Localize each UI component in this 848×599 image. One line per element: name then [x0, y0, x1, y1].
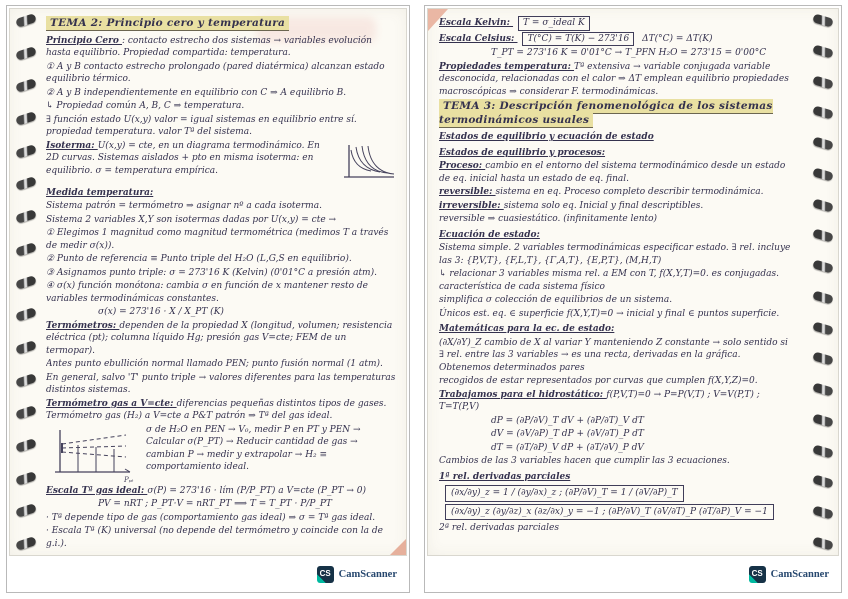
isotherms-curves-sketch [340, 142, 398, 184]
spiral-ring-icon [812, 352, 834, 366]
note-text: diferencias pequeñas distintos tipos de gases. Termómetro gas (H₂) a V=cte a P&T patrón ⇒ Tª del gas ideal. [46, 398, 387, 421]
note-line [439, 415, 794, 428]
note-text: ∃ función estado U(x,y) valor = igual sistemas en equilibrio entre sí. propiedad temperatura. valor Tª del sistema. [46, 114, 357, 137]
note-text: 2ª rel. derivadas parciales [439, 523, 559, 533]
spiral-ring-icon [15, 13, 37, 28]
heading-label: Medida temperatura: [46, 187, 154, 198]
note-text: Sistema 2 variables X,Y son isotermas dadas por U(x,y) = cte → [46, 214, 337, 225]
note-text: dT = (∂T/∂P)_V dP + (∂T/∂V)_P dV [491, 442, 644, 453]
note-line [439, 294, 794, 307]
page-left-sheet [9, 8, 407, 556]
note-text: Sistema patrón = termómetro ⇒ asignar nº a cada isoterma. [46, 201, 322, 211]
heading-label: Termómetro gas a V=cte: [46, 398, 177, 409]
note-line [439, 186, 794, 199]
note-text: Tª extensiva → variable conjugada variable desconocida, relacionadas con el calor ⇒ ΔT emplean equilibrio propiedades macroscópicas ⇒ considerar F. termodinámicas. [439, 61, 789, 97]
note-text: Cambios de las 3 variables hacen que cumplir las 3 ecuaciones. [439, 456, 730, 466]
heading-label: Estados de equilibrio y procesos: [439, 147, 606, 158]
note-text: ① Elegimos 1 magnitud como magnitud termométrica (medimos T a través de medir σ(x)). [46, 228, 389, 251]
note-line [439, 522, 794, 535]
spiral-ring-icon [15, 111, 37, 126]
note-text: σ(x) = 273'16 · X / X_PT (K) [98, 307, 224, 317]
note-line [439, 47, 794, 60]
boxed-formula: T = σ_ideal K [518, 16, 590, 31]
scanned-page-left [6, 5, 410, 593]
spiral-ring-icon [15, 503, 37, 518]
camscanner-footer-right [425, 561, 829, 587]
spiral-ring-icon [15, 144, 37, 159]
spiral-ring-icon [15, 46, 37, 61]
note-text: TEMA 2: Principio cero y temperatura [46, 16, 289, 31]
note-line [46, 525, 398, 550]
spiral-ring-icon [812, 475, 834, 489]
note-line [439, 428, 794, 441]
note-text: dP = (∂P/∂V)_T dV + (∂P/∂T)_V dT [491, 415, 644, 426]
note-text: σ de H₂O en PEN → V₀, medir P en PT y PEN → Calcular σ(P_PT) → Reducir cantidad de gas → cambian P → medir y extrapolar → H₂ ≡ comportamiento ideal. [146, 424, 361, 472]
note-line [46, 35, 398, 60]
note-text: recogidos de estar representados por curvas que cumplen f(X,Y,Z)=0. [439, 376, 758, 386]
note-text: sistema en eq. Proceso completo describir termodinámica. [495, 187, 764, 197]
note-line [46, 280, 398, 305]
note-line [439, 389, 794, 414]
note-line [46, 485, 398, 498]
note-text-block [46, 140, 332, 178]
note-line [439, 229, 794, 242]
note-line [46, 372, 398, 397]
note-line [439, 323, 794, 336]
note-text: (∂x/∂y)_z = 1 / (∂y/∂x)_z ; (∂P/∂V)_T = 1 / (∂V/∂P)_T [445, 485, 684, 502]
note-text: TEMA 3: Descripción fenomenológica de los sistemas termodinámicos usuales [439, 100, 773, 126]
note-text: dV = (∂V/∂P)_T dP + (∂V/∂T)_P dT [491, 429, 644, 439]
heading-label: Ecuación de estado: [439, 229, 540, 240]
note-line [439, 147, 794, 160]
spiral-ring-icon [812, 505, 834, 519]
note-text: ② Punto de referencia ≡ Punto triple del H₂O (L,G,S en equilibrio). [46, 254, 352, 264]
note-line [439, 160, 794, 185]
camscanner-logo-icon: CS [317, 566, 334, 583]
page-left-notes [46, 15, 398, 553]
heading-label: Trabajamos para el hidrostático: [439, 389, 607, 400]
heading-label: Termómetros: [46, 320, 120, 331]
heading-label: irreversible: [439, 200, 504, 211]
note-text: ΔT(°C) = ΔT(K) [639, 33, 713, 44]
note-text: T_PT = 273'16 K = 0'01°C → T_PFN H₂O = 273'15 = 0'00°C [491, 48, 767, 58]
note-text: simplifica σ colección de equilibrios de un sistema. [439, 295, 673, 305]
spiral-ring-icon [812, 75, 834, 89]
folded-corner-icon [390, 539, 406, 555]
camscanner-brand-text: CamScanner [770, 568, 829, 580]
note-line [46, 267, 398, 280]
spiral-ring-icon [812, 13, 834, 27]
note-text: ④ σ(x) función monótona: cambia σ en función de x mantener resto de variables termodinámicas constantes. [46, 281, 368, 304]
spiral-ring-icon [15, 307, 37, 322]
spiral-ring-icon [812, 321, 834, 335]
note-text: cambio en el entorno del sistema termodinámico desde un estado de eq. inicial hasta un estado de eq. final. [439, 161, 786, 184]
note-text: En general, salvo 'T' punto triple → valores diferentes para las temperaturas distintos sistemas. [46, 372, 396, 395]
note-line [439, 32, 794, 47]
camscanner-footer-left [7, 561, 397, 587]
note-text: · Escala Tª (K) universal (no depende del termómetro y coincide con la de g.i.). [46, 526, 383, 549]
note-line [46, 498, 398, 511]
heading-label: 1ª rel. derivadas parciales [439, 471, 571, 482]
spiral-ring-icon [15, 405, 37, 420]
heading-label: Escala Celsius: [439, 33, 518, 44]
note-line [439, 485, 794, 502]
heading-label: reversible: [439, 187, 496, 197]
note-text: ↳ relacionar 3 variables misma rel. a EM con T, f(X,Y,T)=0. es conjugadas. característica de cada sistema físico [439, 269, 780, 292]
note-line [46, 253, 398, 266]
note-text: ③ Asignamos punto triple: σ = 273'16 K (Kelvin) (0'01°C a presión atm). [46, 267, 377, 278]
note-line [439, 504, 794, 521]
note-text: dependen de la propiedad X (longitud, volumen; resistencia eléctrica (pt); columna líquido Hg; presión gas V=cte; FEM de un termopar). [46, 320, 393, 356]
spiral-ring-icon [15, 373, 37, 388]
spiral-ring-icon [812, 198, 834, 212]
note-text: · Tª depende tipo de gas (comportamiento gas ideal) ⇒ σ = Tª gas ideal. [46, 512, 376, 523]
note-text: reversible ⇒ cuasiestático. (infinitamente lento) [439, 214, 658, 224]
page-right-notes [439, 15, 794, 553]
heading-label: Principio Cero [46, 35, 122, 46]
section-title [439, 100, 794, 127]
boxed-formula: T(°C) = T(K) − 273'16 [522, 32, 634, 47]
camscanner-logo-icon: CS [749, 566, 766, 583]
spiral-ring-icon [15, 177, 37, 192]
camscanner-brand-text: CamScanner [338, 568, 397, 580]
note-line [439, 131, 794, 144]
note-line [439, 200, 794, 213]
note-line [46, 114, 398, 139]
note-text: : contacto estrecho dos sistemas → variables evolución hasta equilibrio. Propiedad compartida: temperatura. [46, 35, 372, 58]
note-text: Sistema simple. 2 variables termodinámicas especificar estado. ∃ rel. incluye las 3: {P,V,T}, {F,L,T}, {Γ,A,T}, {E,P,T}, (M,H,T) [439, 243, 791, 266]
spiral-ring-icon [812, 106, 834, 120]
note-text: PV = nRT ; P_PT·V = nRT_PT ⟹ T = T_PT · P/P_PT [98, 499, 332, 509]
spiral-ring-icon [812, 536, 834, 550]
note-text: σ(P) = 273'16 · lím (P/P_PT) a V=cte (P_PT → 0) [147, 485, 366, 496]
scanned-page-right [424, 5, 842, 593]
note-line [439, 268, 794, 293]
heading-label: Propiedades temperatura: [439, 61, 575, 72]
note-line [46, 306, 398, 319]
note-line [439, 308, 794, 321]
heading-label: Escala Kelvin: [439, 18, 514, 28]
spiral-ring-icon [15, 242, 37, 257]
note-line [46, 87, 398, 100]
note-text: (∂x/∂y)_z (∂y/∂z)_x (∂z/∂x)_y = −1 ; (∂P/∂V)_T (∂V/∂T)_P (∂T/∂P)_V = −1 [445, 504, 774, 521]
note-text: (∂X/∂Y)_Z cambio de X al variar Y manteniendo Z constante → solo sentido si ∃ rel. entre las 3 variables → es una recta, derivadas en la gráfica. Obtenemos determinados pares [439, 337, 788, 373]
heading-label: Isoterma: [46, 140, 98, 151]
spiral-ring-icon [15, 536, 37, 551]
heading-label: Proceso: [439, 161, 486, 171]
note-line [46, 424, 398, 484]
spiral-ring-icon [15, 79, 37, 94]
note-text: Antes punto ebullición normal llamado PEN; punto fusión normal (1 atm). [46, 359, 383, 369]
note-line [439, 213, 794, 226]
note-line [46, 512, 398, 525]
page-right-sheet [427, 8, 839, 556]
note-text-block [146, 424, 398, 474]
spiral-ring-icon [15, 209, 37, 224]
note-line [46, 200, 398, 213]
spiral-ring-icon [812, 136, 834, 150]
note-line [46, 320, 398, 358]
spiral-ring-icon [15, 438, 37, 453]
note-line [439, 16, 794, 31]
note-line [46, 398, 398, 423]
note-line [46, 61, 398, 86]
spiral-ring-icon [812, 413, 834, 427]
spiral-ring-icon [812, 290, 834, 304]
note-text: ① A y B contacto estrecho prolongado (pared diatérmica) alcanzan estado equilibrio térmico. [46, 61, 385, 84]
note-text: ② A y B independientemente en equilibrio con C ⇒ A equilibrio B. [46, 87, 347, 98]
heading-label: Escala Tª gas ideal: [46, 485, 148, 496]
note-line [439, 337, 794, 375]
spiral-ring-icon [15, 471, 37, 486]
spiral-ring-icon [812, 44, 834, 58]
note-line [439, 455, 794, 468]
note-text: ↳ Propiedad común A, B, C ⇒ temperatura. [46, 101, 245, 111]
spiral-binding-left [12, 13, 39, 551]
spiral-ring-icon [812, 382, 834, 396]
gas-thermometer-extrapolation-sketch [46, 426, 138, 484]
spiral-ring-icon [812, 444, 834, 458]
spiral-ring-icon [812, 167, 834, 181]
spiral-binding-right [809, 13, 836, 551]
heading-label: Estados de equilibrio y ecuación de estado [439, 132, 654, 142]
note-line [46, 100, 398, 113]
note-line [439, 242, 794, 267]
note-line [46, 214, 398, 227]
note-text: f(P,V,T)=0 → P=P(V,T) ; V=V(P,T) ; T=T(P,V) [439, 389, 760, 412]
note-line [439, 61, 794, 99]
note-line [439, 471, 794, 484]
spiral-ring-icon [812, 229, 834, 243]
spiral-ring-icon [812, 259, 834, 273]
note-line [46, 140, 398, 184]
note-text: sistema solo eq. Inicial y final descriptibles. [503, 200, 704, 211]
heading-label: Matemáticas para la ec. de estado: [439, 324, 615, 334]
svg-text:Pₚₜ: Pₚₜ [124, 475, 134, 484]
spiral-ring-icon [15, 340, 37, 355]
note-text: Únicos est. eq. ∈ superficie f(X,Y,T)=0 → inicial y final ∈ puntos superficie. [439, 308, 780, 319]
note-line [46, 358, 398, 371]
note-line [439, 375, 794, 388]
note-line [46, 227, 398, 252]
note-text: U(x,y) = cte, en un diagrama termodinámico. En 2D curvas. Sistemas aislados + pto en misma isoterma: en equilibrio. σ = temperatura empírica. [46, 140, 320, 176]
spiral-ring-icon [15, 275, 37, 290]
note-line [439, 442, 794, 455]
section-title [46, 17, 398, 31]
note-line [46, 187, 398, 200]
